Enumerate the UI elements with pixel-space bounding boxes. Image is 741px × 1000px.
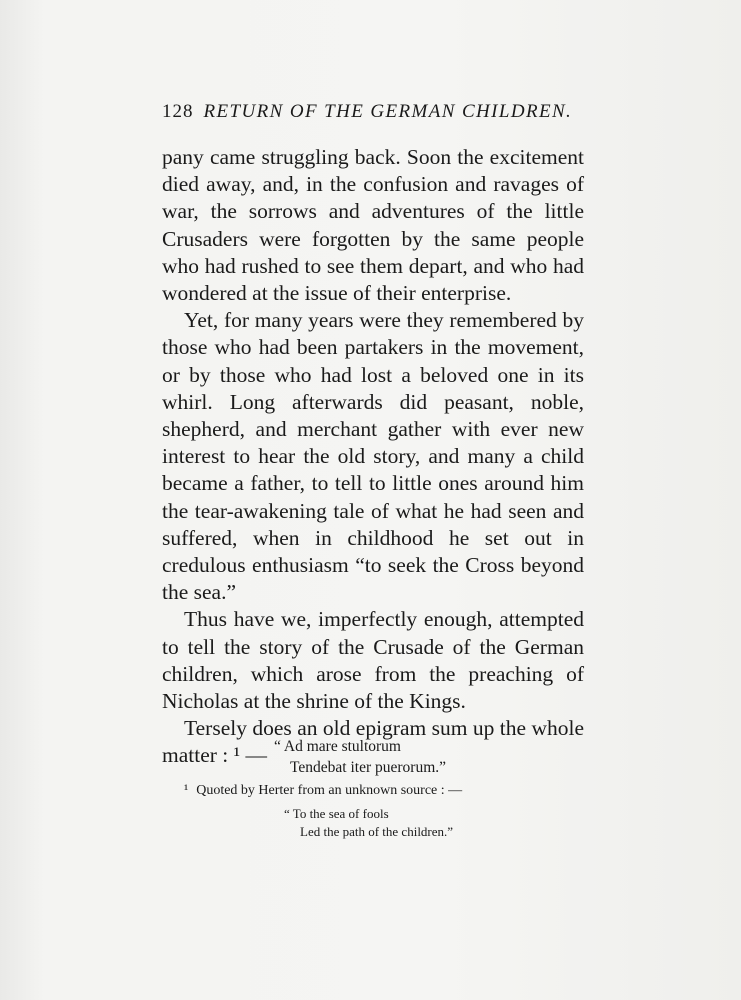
- running-head: [162, 101, 592, 123]
- paragraph-4: Tersely does an old epigram sum up the whole matter : ¹ —: [162, 716, 584, 768]
- footnote-marker: ¹: [184, 783, 189, 798]
- footnote-text: Quoted by Herter from an unknown source : —: [196, 783, 463, 798]
- footnote-verse: [284, 805, 453, 841]
- paragraph-2: Yet, for many years were they remembered by those who had been partakers in the movement, or by those who had lost a beloved one in its whirl. Long afterwards did peasant, noble, shepherd, and merchant gather with ever new interest to hear the old story, and many a child became a father, to tell to little ones around him the tear-awakening tale of what he had seen and suffered, when in childhood he set out in credulous enthusiasm “to seek the Cross beyond the sea.”: [162, 308, 584, 605]
- epigram-line-2: Tendebat iter puerorum.”: [290, 759, 446, 776]
- running-title: RETURN OF THE GERMAN CHILDREN.: [203, 101, 573, 122]
- paragraph-1: pany came struggling back. Soon the excitement died away, and, in the confusion and ravages of war, the sorrows and adventures of the little Crusaders were forgotten by the same people who had rushed to see them depart, and who had wondered at the issue of their enterprise.: [162, 145, 584, 306]
- epigram-line-1: “ Ad mare stultorum: [274, 738, 401, 755]
- paragraph-3: Thus have we, imperfectly enough, attempted to tell the story of the Crusade of the German children, which arose from the preaching of Nicholas at the shrine of the Kings.: [162, 607, 584, 714]
- footnote-verse-line-1: “ To the sea of fools: [284, 806, 389, 821]
- footnote-verse-line-2: Led the path of the children.”: [300, 824, 454, 839]
- footnote: [184, 781, 462, 801]
- body-text: [162, 144, 584, 770]
- epigram: [274, 736, 446, 778]
- page-number: 128: [162, 101, 194, 122]
